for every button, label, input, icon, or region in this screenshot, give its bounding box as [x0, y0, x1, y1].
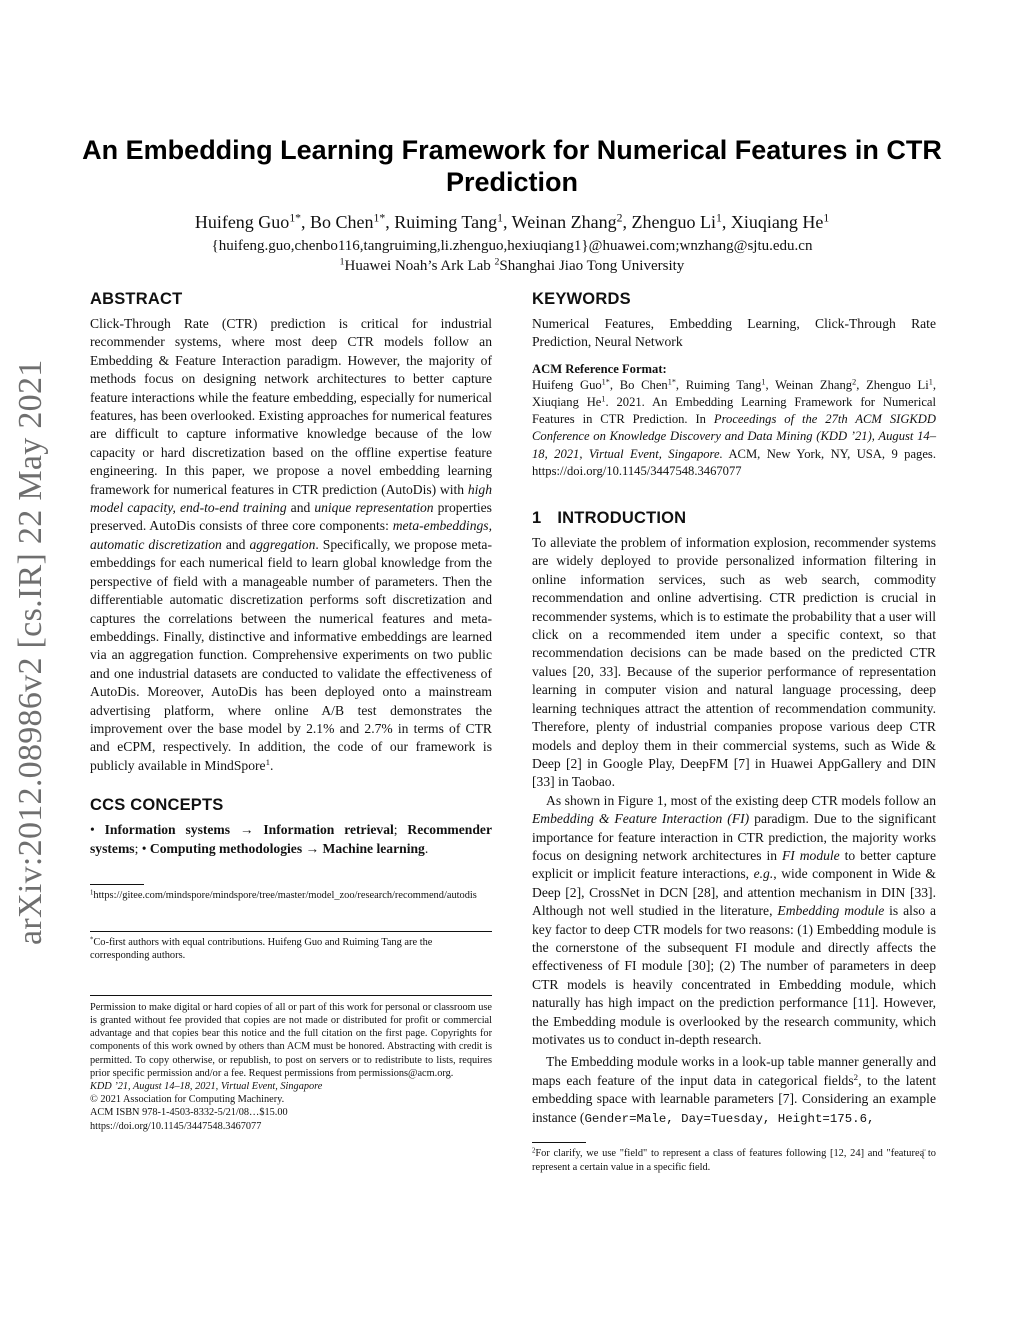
intro-paragraph-1: To alleviate the problem of information explosion, recommender systems are widely deployed to provide personalized information filtering in online information services, such as web search, commodity recommendation and online advertising. CTR prediction is crucial in recommender systems, which is to estimate the probability that a user will click on a recommended item under a specific context, so that recommendation decisions can be made based on the predicted CTR values [20, 33]. Because of the superior performance of representation learning in computer vision and natural language processing, deep learning techniques attract the attention of recommendation community. Therefore, plenty of industrial companies propose various deep CTR models and deploy them in their commercial systems, such as Wide & Deep [2] in Google Play, DeepFM [7] in Huawei AppGallery and DIN [33] in Taobao.	[532, 535, 936, 790]
footnote-divider-full	[90, 931, 492, 932]
author-name: Zhenguo Li	[631, 212, 716, 232]
author-affil-mark: 1*	[373, 211, 386, 225]
acm-reference-citation: Huifeng Guo$^{1*}$, Bo Chen$^{1*}$, Ruiming Tang$^1$, Weinan Zhang$^2$, Zhenguo Li$^1$, Xiuqiang He$^1$. 2021. An Embedding Learning Framework for Numerical Features in CTR Prediction. In Proceedings of the 27th ACM SIGKDD Conference on Knowledge Discovery and Data Mining (KDD ’21), August 14–18, 2021, Virtual Event, Singapore. ACM, New York, NY, USA, 9 pages. https://doi.org/10.1145/3447548.3467077	[532, 377, 936, 478]
footnote-divider	[532, 1142, 586, 1143]
permission-divider	[90, 995, 492, 996]
isbn-line: ACM ISBN 978-1-4503-8332-5/21/08…$15.00	[90, 1107, 288, 1119]
paper-title: An Embedding Learning Framework for Numerical Features in CTR Prediction	[82, 135, 942, 197]
affil-mark: 2	[494, 256, 500, 268]
intro-paragraph-2: As shown in Figure 1, most of the existing deep CTR models follow an Embedding & Feature Interaction (FI) paradigm. Due to the significant importance for feature interaction in CTR prediction, the majority works focus on designing network architectures in FI module to better capture explicit or implicit feature interactions, e.g., wide component in Wide & Deep [2], CrossNet in DCN [28], and attention mechanism in DIN [33]. Although not well studied in the literature, Embedding module is also a key factor to deep CTR models for two reasons: (1) Embedding module is the cornerstone of the subsequent FI module and directly affects the effectiveness of FI module [30]; (2) The number of parameters in deep CTR models is heavily concentrated in Embedding module, which naturally has high impact on the prediction performance [11]. However, the Embedding module is overlooked by the research community, which motivates us to conduct in-depth research.	[532, 792, 936, 1047]
footnote-divider	[90, 884, 144, 885]
author-list: Huifeng Guo$^{1*}$, Bo Chen$^{1*}$, Ruiming Tang$^1$, Weinan Zhang$^2$, Zhenguo Li$^1$, Xiuqiang He$^1$	[194, 211, 830, 232]
affiliations	[60, 256, 964, 276]
abstract-heading: ABSTRACT	[90, 290, 183, 308]
acm-reference-heading: ACM Reference Format:	[532, 361, 667, 376]
author-name: Bo Chen	[310, 212, 374, 232]
introduction-heading: 1 INTRODUCTION	[532, 509, 687, 528]
author-name: Huifeng Guo	[194, 212, 290, 232]
author-name: Weinan Zhang	[511, 212, 617, 232]
conference-info: KDD ’21, August 14–18, 2021, Virtual Event, Singapore	[90, 1080, 323, 1092]
affiliation-name: Shanghai Jiao Tong University	[499, 258, 685, 274]
footnote-ref: 1	[265, 756, 270, 767]
keywords-heading: KEYWORDS	[532, 290, 631, 308]
affil-mark: 1	[339, 256, 345, 268]
footnote-field-definition: $^2$For clarify, we use "field" to represent a class of features following [12, 24] and "featureą̈ to represent a certain value in a specific field.	[532, 1147, 936, 1173]
doi-link[interactable]: https://doi.org/10.1145/3447548.3467077	[90, 1120, 262, 1132]
author-affil-mark: 1*	[289, 211, 301, 225]
author-affil-mark: 2	[616, 211, 623, 225]
keywords-text: Numerical Features, Embedding Learning, Click-Through Rate Prediction, Neural Network	[532, 316, 936, 350]
permission-block	[90, 1001, 492, 1133]
example-instance-code: Gender=Male, Day=Tuesday, Height=175.6,	[584, 1111, 875, 1126]
arxiv-side-stamp: arXiv:2012.08986v2 [cs.IR] 22 May 2021	[12, 359, 49, 945]
intro-paragraph-3: The Embedding module works in a look-up table manner generally and maps each feature of the input data in categorical fields$^2$, to the latent embedding space with learnable parameters [7]. Considering an example instance (Gender=Male, Day=Tuesday, Height=175.6,	[532, 1054, 936, 1126]
ccs-concepts: • Information systems → Information retrieval; Recommender systems; • Computing methodologies → Machine learning.	[90, 822, 492, 856]
ccs-heading: CCS CONCEPTS	[90, 796, 224, 815]
footnote-mindspore-url: $^1$https://gitee.com/mindspore/mindspore/tree/master/model_zoo/research/recommend/autodis	[90, 889, 477, 901]
author-name: Ruiming Tang	[394, 212, 498, 232]
copyright-line: © 2021 Association for Computing Machinery.	[90, 1094, 285, 1106]
left-column	[90, 288, 492, 1133]
affiliation-name: Huawei Noah’s Ark Lab	[344, 258, 491, 274]
abstract-body: Click-Through Rate (CTR) prediction is critical for industrial recommender systems, where most deep CTR models follow an Embedding & Feature Interaction paradigm. However, the majority of methods focus on designing network architectures to better capture feature interactions while the feature embedding, especially for numerical features, has been overlooked. Existing approaches for numerical features are difficult to capture informative knowledge because of the low capacity or hard discretization based on the offline expertise feature engineering. In this paper, we propose a novel embedding learning framework for numerical features in CTR prediction (AutoDis) with high model capacity, end-to-end training and unique representation properties preserved. AutoDis consists of three core components: meta-embeddings, automatic discretization and aggregation. Specifically, we propose meta-embeddings for each numerical field to learn global knowledge from the perspective of field with a manageable number of parameters. Then the differentiable automatic discretization performs soft discretization and captures the correlations between the numerical features and meta-embeddings. Finally, distinctive and informative embeddings are learned via an aggregation function. Comprehensive experiments on two public and one industrial datasets are conducted to validate the effectiveness of AutoDis. Moreover, AutoDis has been deployed onto a mainstream advertising platform, where online A/B test demonstrates the improvement over the base model by 2.1% and 2.7% in terms of CTR and eCPM, respectively. In addition, the code of our framework is publicly available in MindSpore$^1$.	[90, 316, 492, 773]
section-number: 1	[532, 509, 542, 528]
author-affil-mark: 1	[716, 211, 722, 225]
permission-notice: Permission to make digital or hard copies of all or part of this work for personal or classroom use is granted without fee provided that copies are not made or distributed for profit or commercial advantage and that copies bear this notice and the full citation on the first page. Copyrights for components of this work owned by others than ACM must be honored. Abstracting with credit is permitted. To copy otherwise, or republish, to post on servers or to redistribute to lists, requires prior specific permission and/or a fee. Request permissions from permissions@acm.org.	[90, 1001, 492, 1079]
footnote-cofirst-authors: *Co-first authors with equal contributions. Huifeng Guo and Ruiming Tang are the corresponding authors.	[90, 935, 433, 962]
author-emails: {huifeng.guo,chenbo116,tangruiming,li.zhenguo,hexiuqiang1}@huawei.com;wnzhang@sjtu.edu.cn	[211, 238, 813, 254]
author-affil-mark: 1	[823, 211, 830, 225]
right-column	[532, 288, 936, 1174]
author-affil-mark: 1	[497, 211, 503, 225]
author-name: Xiuqiang He	[730, 212, 824, 232]
acm-reference	[532, 362, 936, 480]
